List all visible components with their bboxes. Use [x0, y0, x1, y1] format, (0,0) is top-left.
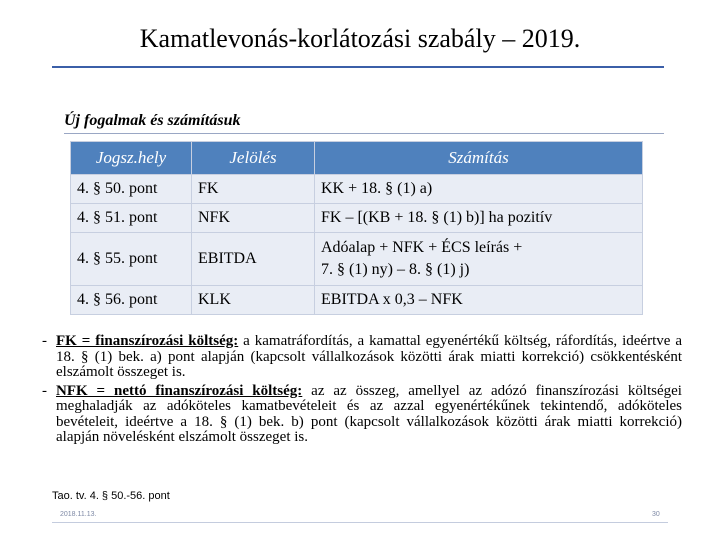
note-term: NFK = nettó finanszírozási költség: — [56, 382, 303, 399]
definitions-table — [70, 141, 643, 315]
calc-line: 7. § (1) ny) – 8. § (1) j) — [321, 261, 470, 278]
note-item — [42, 384, 682, 446]
cell-calc — [315, 286, 643, 315]
cell-calc — [315, 233, 643, 286]
cell-code: KLK — [192, 286, 315, 315]
definition-notes — [42, 334, 682, 449]
cell-calc — [315, 175, 643, 204]
slide-title: Kamatlevonás-korlátozási szabály – 2019. — [139, 24, 581, 53]
cell-code: FK — [192, 175, 315, 204]
note-item — [42, 334, 682, 381]
page-number: 30 — [652, 511, 660, 518]
header-calc: Számítás — [315, 142, 643, 175]
calc-line: KK + 18. § (1) a) — [321, 180, 433, 197]
cell-ref: 4. § 56. pont — [71, 286, 192, 315]
table-row — [71, 286, 643, 315]
footer-divider — [52, 522, 668, 523]
cell-code: EBITDA — [192, 233, 315, 286]
footer-date: 2018.11.13. — [60, 511, 97, 518]
table-header-row — [71, 142, 643, 175]
calc-line: EBITDA x 0,3 – NFK — [321, 291, 463, 308]
title-divider — [52, 66, 664, 68]
header-ref: Jogsz.hely — [71, 142, 192, 175]
cell-ref: 4. § 50. pont — [71, 175, 192, 204]
table-row — [71, 233, 643, 286]
subtitle-divider — [64, 133, 664, 134]
cell-ref: 4. § 51. pont — [71, 204, 192, 233]
calc-line: Adóalap + NFK + ÉCS leírás + — [321, 239, 523, 256]
source-reference: Tao. tv. 4. § 50.-56. pont — [52, 490, 170, 502]
note-text: az az összeg, amellyel az adózó finanszírozási költségei meghaladják az adóköteles kamatbevételeit és az azzal egyenértékűnek tekintendő, adóköteles bevételeit, ideértve a 18. § (1) bek. b) pont (kapcsolt vállalkozások közötti árak miatti korrekció) alapján növelésként elszámolt összeget is. — [56, 382, 682, 445]
table-row — [71, 204, 643, 233]
section-subtitle: Új fogalmak és számításuk — [64, 112, 241, 129]
table-row — [71, 175, 643, 204]
cell-ref: 4. § 55. pont — [71, 233, 192, 286]
cell-code: NFK — [192, 204, 315, 233]
bullet-dash: - — [42, 333, 47, 349]
header-code: Jelölés — [192, 142, 315, 175]
note-text: a kamatráfordítás, a kamattal egyenértékű költség, ráfordítás, ideértve a 18. § (1) bek. a) pont alapján (kapcsolt vállalkozások közötti árak miatti korrekció) csökkentésként elszámolt összeget is. — [56, 333, 683, 380]
bullet-dash: - — [42, 382, 47, 399]
calc-line: FK – [(KB + 18. § (1) b)] ha pozitív — [321, 209, 553, 226]
note-term: FK = finanszírozási költség: — [56, 333, 239, 349]
cell-calc — [315, 204, 643, 233]
